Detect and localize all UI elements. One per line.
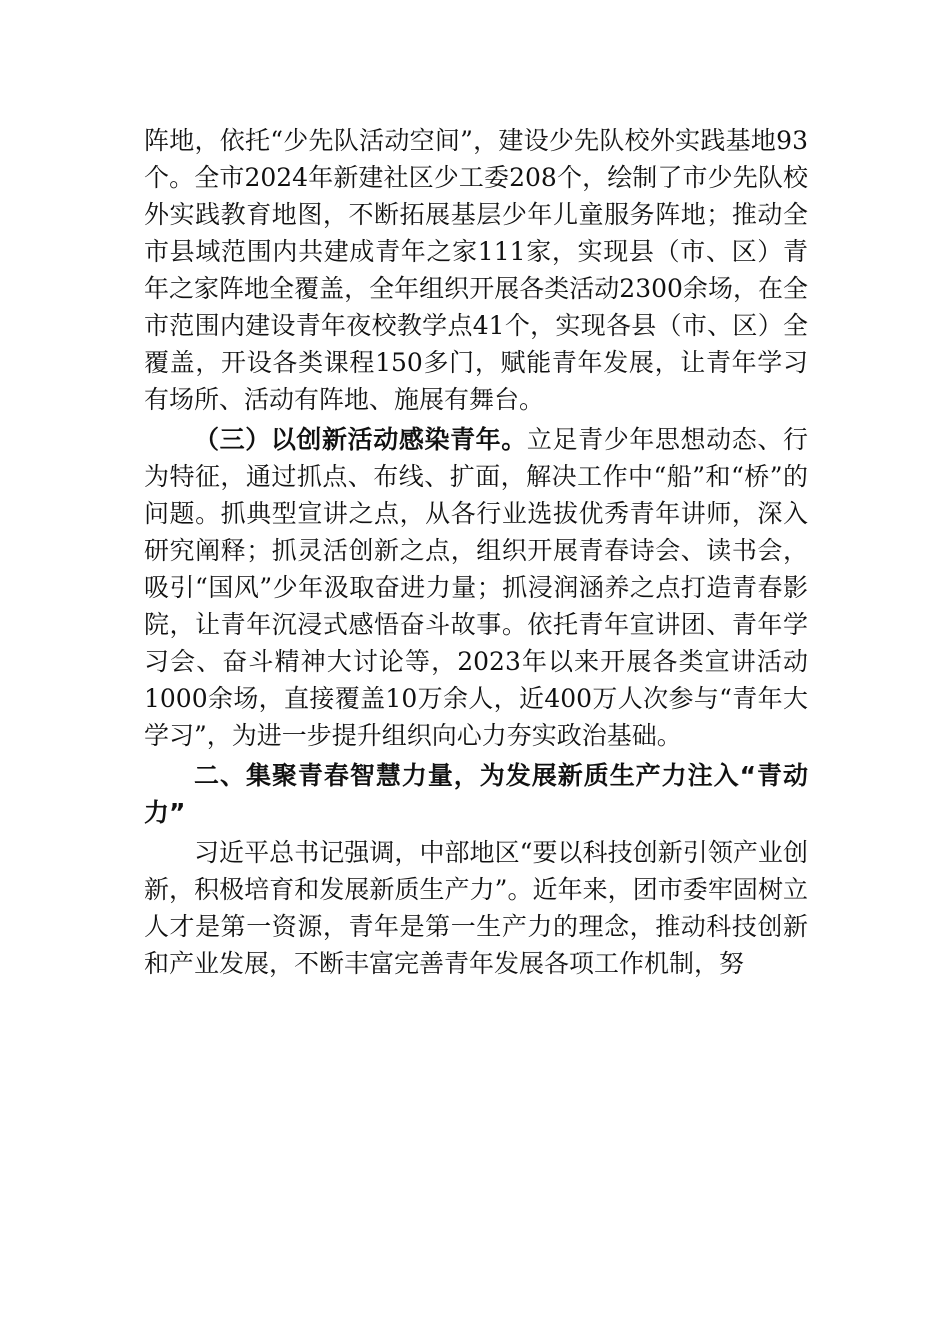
paragraph-last: 习近平总书记强调，中部地区“要以科技创新引领产业创新，积极培育和发展新质生产力”。近年来，团市委牢固树立人才是第一资源，青年是第一生产力的理念，推动科技创新和产业发展，不断丰富完善青年发展各项工作机制，努 (144, 838, 808, 978)
section-3-body: 立足青少年思想动态、行为特征，通过抓点、布线、扩面，解决工作中“船”和“桥”的问题。抓典型宣讲之点，从各行业选拔优秀青年讲师，深入研究阐释；抓灵活创新之点，组织开展青春诗会、读书会，吸引“国风”少年汲取奋进力量；抓浸润涵养之点打造青春影院，让青年沉浸式感悟奋斗故事。依托青年宣讲团、青年学习会、奋斗精神大讨论等，2023年以来开展各类宣讲活动1000余场，直接覆盖10万余人，近400万人次参与“青年大学习”，为进一步提升组织向心力夯实政治基础。 (144, 425, 808, 750)
section-heading-2: 二、集聚青春智慧力量，为发展新质生产力注入“青动力” (144, 761, 808, 827)
section-3-lead: （三）以创新活动感染青年。 (194, 425, 527, 454)
document-body (144, 122, 808, 982)
paragraph-continuation: 阵地，依托“少先队活动空间”，建设少先队校外实践基地93个。全市2024年新建社区少工委208个，绘制了市少先队校外实践教育地图，不断拓展基层少年儿童服务阵地；推动全市县域范围内共建成青年之家111家，实现县（市、区）青年之家阵地全覆盖，全年组织开展各类活动2300余场，在全市范围内建设青年夜校教学点41个，实现各县（市、区）全覆盖，开设各类课程150多门，赋能青年发展，让青年学习有场所、活动有阵地、施展有舞台。 (144, 126, 808, 414)
paragraph-section-3 (144, 421, 808, 754)
